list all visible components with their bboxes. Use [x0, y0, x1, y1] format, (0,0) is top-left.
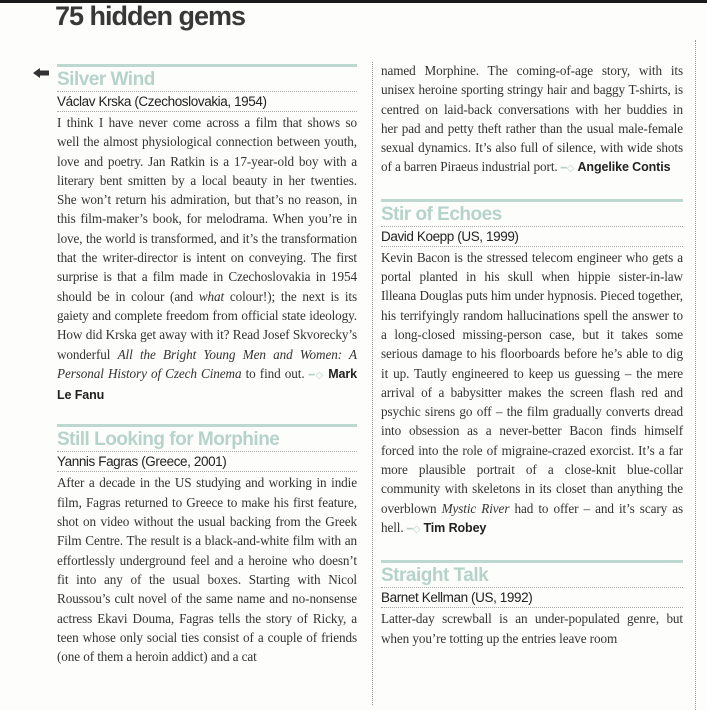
book-title: All the Bright Young Men and Women: A Personal History of Czech Cinema [57, 346, 357, 381]
arrow-diamond-icon: ━◇ [308, 369, 325, 381]
page-edge-divider [695, 40, 696, 710]
director-credit: Václav Krska (Czechoslovakia, 1954) [57, 92, 357, 112]
director-credit: David Koepp (US, 1999) [381, 227, 683, 247]
italic-title: what [198, 288, 225, 304]
review-entry [381, 199, 683, 539]
review-entry [57, 424, 357, 666]
section-rule [381, 560, 683, 563]
column-divider [372, 62, 373, 705]
review-text: named Morphine. The coming-of-age story, with its unisex heroine sporting stringy hair and baggy T-shirts, is centred on laid-back conversations with her buddies in her pad and petty theft rather than the usual male-female sexual dynamics. It’s also full of silence, with wide shots of a barren Piraeus industrial port. ━◇ Angelike Contis [381, 63, 683, 175]
review-author: Tim Robey [423, 520, 487, 535]
director-credit: Yannis Fagras (Greece, 2001) [57, 452, 357, 472]
review-author: Angelike Contis [577, 160, 671, 175]
review-entry [381, 560, 683, 648]
review-text: I think I have never come across a film that shows so well the almost physiological connection between youth, love and poetry. Jan Ratkin is a 17-year-old boy with a literary bent smitten by a local beauty in her twenties. She won’t return his admiration, but that’s no reason, in this film-maker’s book, for melodrama. When you’re in love, the world is transformed, and it’s the transformation that the writer-director is intent on conveying. The first surprise is that a film made in Czechoslovakia in 1954 should be in colour (and what colour!); the next is its gaiety and complete freedom from official state ideology. How did Krska get away with it? Read Josef Skvorecky’s wonderful All the Bright Young Men and Women: A Personal History of Czech Cinema to find out. ━◇ Mark Le Fanu [57, 115, 358, 403]
section-rule [57, 424, 357, 427]
review-text: Latter-day screwball is an under-populated genre, but when you’re totting up the entries leave room [381, 611, 683, 646]
section-rule [381, 199, 683, 202]
review-entry [57, 64, 357, 405]
film-title: Silver Wind [57, 68, 357, 92]
director-credit: Barnet Kellman (US, 1992) [381, 588, 683, 608]
left-column [57, 64, 357, 687]
review-entry-continued [381, 61, 683, 179]
review-author: Mark Le Fanu [57, 366, 357, 403]
section-rule [57, 64, 357, 67]
page-title: 75 hidden gems [55, 1, 246, 31]
arrow-left-icon[interactable] [33, 68, 49, 78]
film-title: Still Looking for Morphine [57, 428, 357, 452]
arrow-diamond-icon: ━◇ [406, 523, 421, 535]
film-title: Stir of Echoes [381, 203, 683, 227]
film-title: Straight Talk [381, 564, 683, 588]
arrow-diamond-icon: ━◇ [560, 163, 575, 175]
italic-title: Mystic River [441, 500, 510, 516]
right-column [381, 61, 683, 669]
review-text: Kevin Bacon is the stressed telecom engineer who gets a portal planted in his skull when hippie sister-in-law Illeana Douglas puts him under hypnosis. Pieced together, his terrifyingly random hallucinations spell the answer to a long-closed missing-person case, but it takes some serious damage to his floorboards before he’s able to dig it up. Tautly engineered to keep us guessing – the mere arrival of a babysitter makes the screen flash red and psychic sirens go off – the film gradually converts dread into obsession as a never-better Bacon finds himself forced into the role of migraine-crazed exorcist. It’s a far more plausible portrait of a close-knit blue-collar community with skeletons in its closet than anything the overblown Mystic River had to offer – and it’s scary as hell. ━◇ Tim Robey [381, 249, 684, 535]
review-text: After a decade in the US studying and working in indie film, Fagras returned to Greece to make his first feature, shot on video without the usual backing from the Greek Film Centre. The result is a black-and-white film with an effortlessly underground feel and a heroine who doesn’t fit into any of the usual boxes. Starting with Nicol Roussou’s cult novel of the same name and no-nonsense actress Ekavi Douma, Fagras tells the story of Ricky, a teen whose only social ties consist of a couple of friends (one of them a heroin addict) and a cat [57, 475, 357, 665]
